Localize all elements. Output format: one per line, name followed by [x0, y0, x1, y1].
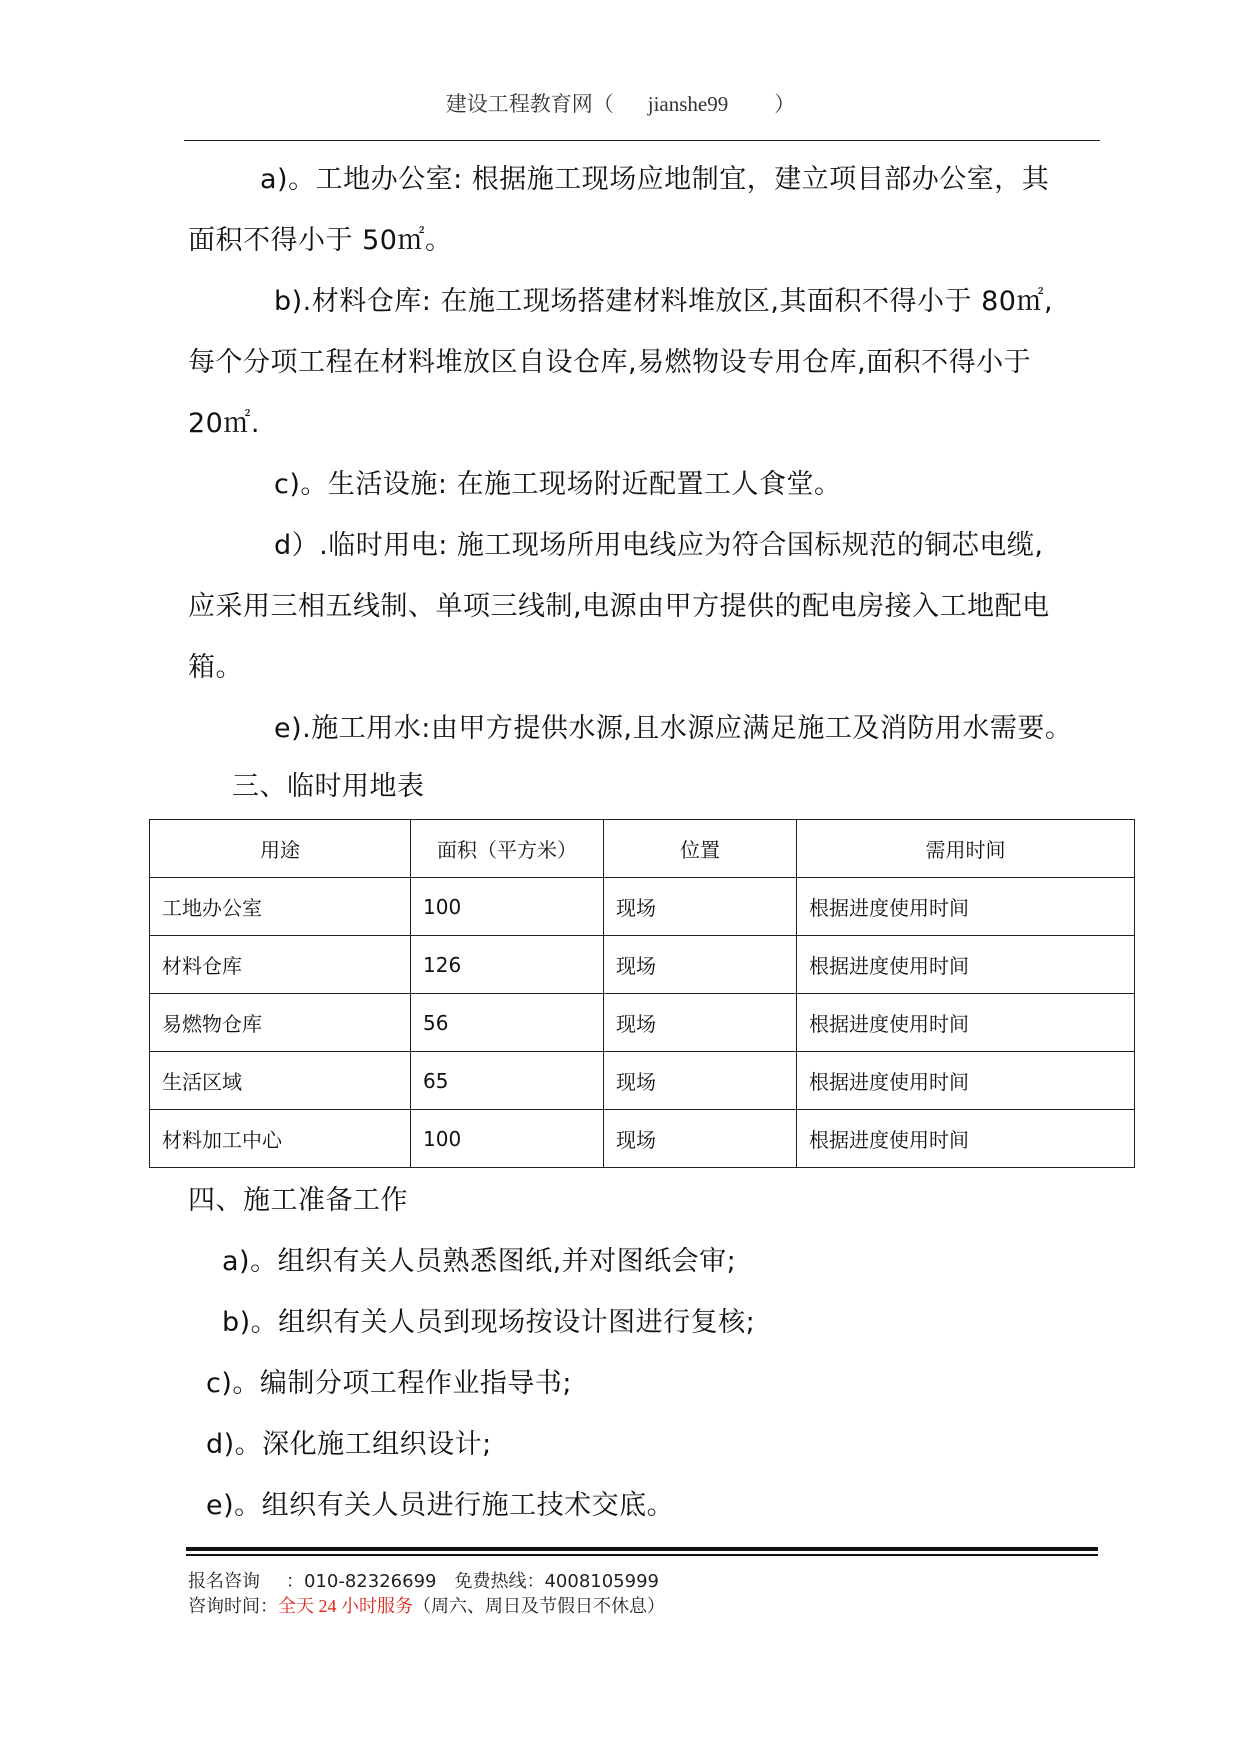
facility-d-line3: 箱。: [188, 652, 243, 683]
footer-hours-highlight: 全天 24 小时服务: [278, 1596, 413, 1616]
table-row: [150, 878, 1135, 936]
footer-hours-label: 咨询时间：: [188, 1596, 278, 1616]
table-row: [150, 936, 1135, 994]
footer-consult-phone: ：010-82326699: [286, 1571, 437, 1592]
footer-hours-note: （周六、周日及节假日不休息）: [413, 1596, 665, 1616]
table-row: [150, 1052, 1135, 1110]
table-cell: 根据进度使用时间: [797, 994, 1135, 1052]
page-header: [0, 88, 1241, 118]
facility-d-line2: 应采用三相五线制、单项三线制,电源由甲方提供的配电房接入工地配电: [188, 591, 1050, 622]
facility-a-line2: 面积不得小于 50㎡。: [188, 225, 453, 256]
table-cell: 根据进度使用时间: [797, 878, 1135, 936]
table-cell: 材料加工中心: [150, 1110, 411, 1168]
table-cell: 材料仓库: [150, 936, 411, 994]
table-cell: 现场: [604, 1052, 797, 1110]
table-cell: 根据进度使用时间: [797, 1052, 1135, 1110]
footer-rule-thin: [186, 1554, 1098, 1556]
section4-title: 四、施工准备工作: [188, 1185, 408, 1216]
table-cell: 现场: [604, 936, 797, 994]
header-rule: [184, 140, 1100, 141]
table-cell: 126: [411, 936, 604, 994]
footer-consult-label: 报名咨询: [188, 1571, 260, 1591]
table-cell: 100: [411, 878, 604, 936]
table-cell: 易燃物仓库: [150, 994, 411, 1052]
table-header-cell: 需用时间: [797, 820, 1135, 878]
header-site-name: 建设工程教育网（: [445, 92, 614, 116]
land-use-table: [149, 819, 1135, 1168]
facility-e-line1: e).施工用水:由甲方提供水源,且水源应满足施工及消防用水需要。: [274, 713, 1073, 744]
table-cell: 工地办公室: [150, 878, 411, 936]
table-cell: 根据进度使用时间: [797, 936, 1135, 994]
table-cell: 65: [411, 1052, 604, 1110]
table-row: [150, 1110, 1135, 1168]
facility-c-line1: c)。生活设施: 在施工现场附近配置工人食堂。: [274, 469, 842, 500]
table-cell: 现场: [604, 994, 797, 1052]
footer-hotline-number: 4008105999: [544, 1571, 659, 1592]
section4-item-d: d)。深化施工组织设计;: [206, 1429, 492, 1460]
facility-b-line2: 每个分项工程在材料堆放区自设仓库,易燃物设专用仓库,面积不得小于: [188, 347, 1032, 378]
facility-a-line1: a)。工地办公室: 根据施工现场应地制宜，建立项目部办公室，其: [260, 164, 1050, 195]
footer-contact-line: [188, 1567, 659, 1593]
footer-rule-thick: [186, 1547, 1098, 1551]
table-cell: 根据进度使用时间: [797, 1110, 1135, 1168]
facility-d-line1: d）.临时用电: 施工现场所用电线应为符合国标规范的铜芯电缆,: [274, 530, 1044, 561]
section3-title: 三、临时用地表: [232, 771, 425, 802]
footer-hours-line: [188, 1592, 665, 1618]
table-header-cell: 用途: [150, 820, 411, 878]
table-cell: 现场: [604, 1110, 797, 1168]
facility-b-line1: b).材料仓库: 在施工现场搭建材料堆放区,其面积不得小于 80㎡,: [274, 286, 1054, 317]
section4-item-c: c)。编制分项工程作业指导书;: [206, 1368, 572, 1399]
section4-item-e: e)。组织有关人员进行施工技术交底。: [206, 1490, 675, 1521]
footer-hotline-label: 免费热线：: [454, 1571, 545, 1591]
table-cell: 现场: [604, 878, 797, 936]
table-row: [150, 994, 1135, 1052]
header-close-paren: ）: [774, 92, 796, 116]
table-header-cell: 面积（平方米）: [411, 820, 604, 878]
table-cell: 生活区域: [150, 1052, 411, 1110]
table-header-cell: 位置: [604, 820, 797, 878]
table-header-row: [150, 820, 1135, 878]
table-cell: 56: [411, 994, 604, 1052]
table-cell: 100: [411, 1110, 604, 1168]
section4-item-a: a)。组织有关人员熟悉图纸,并对图纸会审;: [222, 1246, 737, 1277]
header-site-code: jianshe99: [647, 92, 729, 116]
section4-item-b: b)。组织有关人员到现场按设计图进行复核;: [222, 1307, 756, 1338]
facility-b-line3: 20㎡.: [188, 408, 260, 439]
